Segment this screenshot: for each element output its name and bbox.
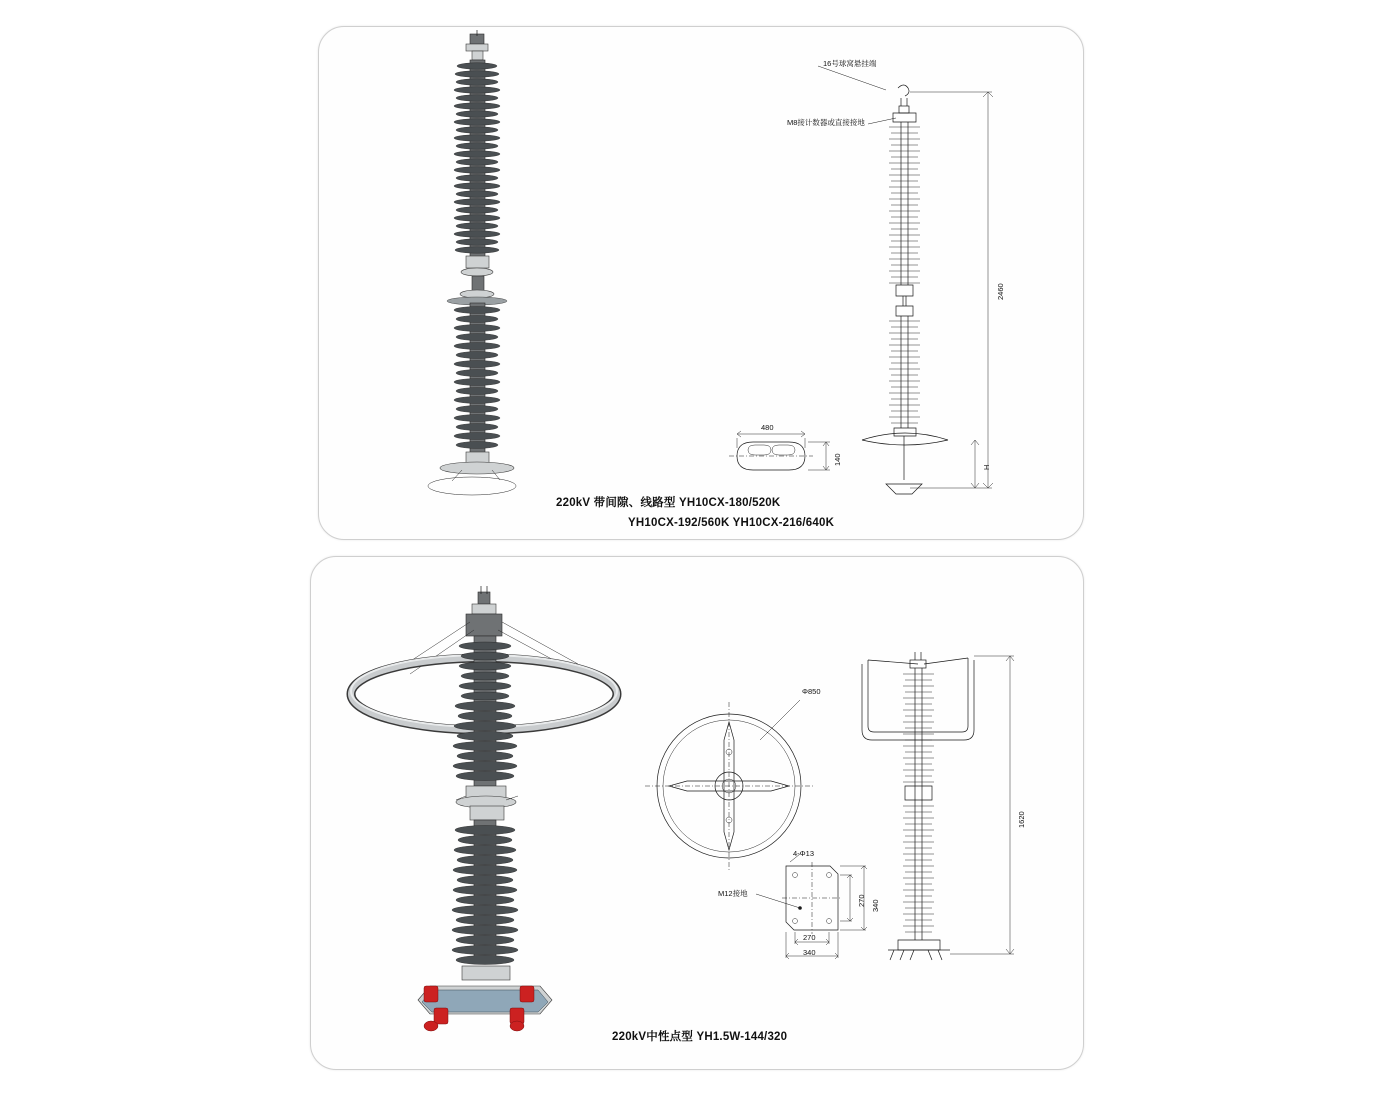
base-plate-detail: [756, 854, 867, 959]
dimension-2460: 2460: [996, 283, 1005, 300]
annotation-counter-ground: M8接计数器或直接接地: [787, 118, 865, 127]
dimension-270-v: 270: [857, 894, 866, 907]
caption-bottom: 220kV中性点型 YH1.5W-144/320: [612, 1031, 788, 1043]
annotation-hanging-end: 16号球窝悬挂端: [823, 59, 877, 68]
annotation-4-holes: 4-Φ13: [793, 849, 814, 858]
dimension-H: H: [982, 464, 991, 470]
annotation-ring-diameter: Φ850: [802, 687, 821, 696]
dimension-270-h: 270: [803, 933, 816, 942]
dimension-340-h: 340: [803, 948, 816, 957]
caption-top-line2: YH10CX-192/560K YH10CX-216/640K: [628, 517, 835, 529]
grading-ring-plan-view: [645, 700, 813, 870]
bottom-arrester-photo: [351, 586, 617, 1031]
dimension-140: 140: [833, 453, 842, 466]
annotation-m12-ground: M12接地: [718, 889, 748, 898]
dimension-340-v: 340: [871, 899, 880, 912]
caption-top-line1: 220kV 带间隙、线路型 YH10CX-180/520K: [556, 497, 781, 509]
bottom-arrester-outline: [862, 652, 1014, 960]
dimension-480: 480: [761, 423, 774, 432]
dimension-1620: 1620: [1017, 811, 1026, 828]
